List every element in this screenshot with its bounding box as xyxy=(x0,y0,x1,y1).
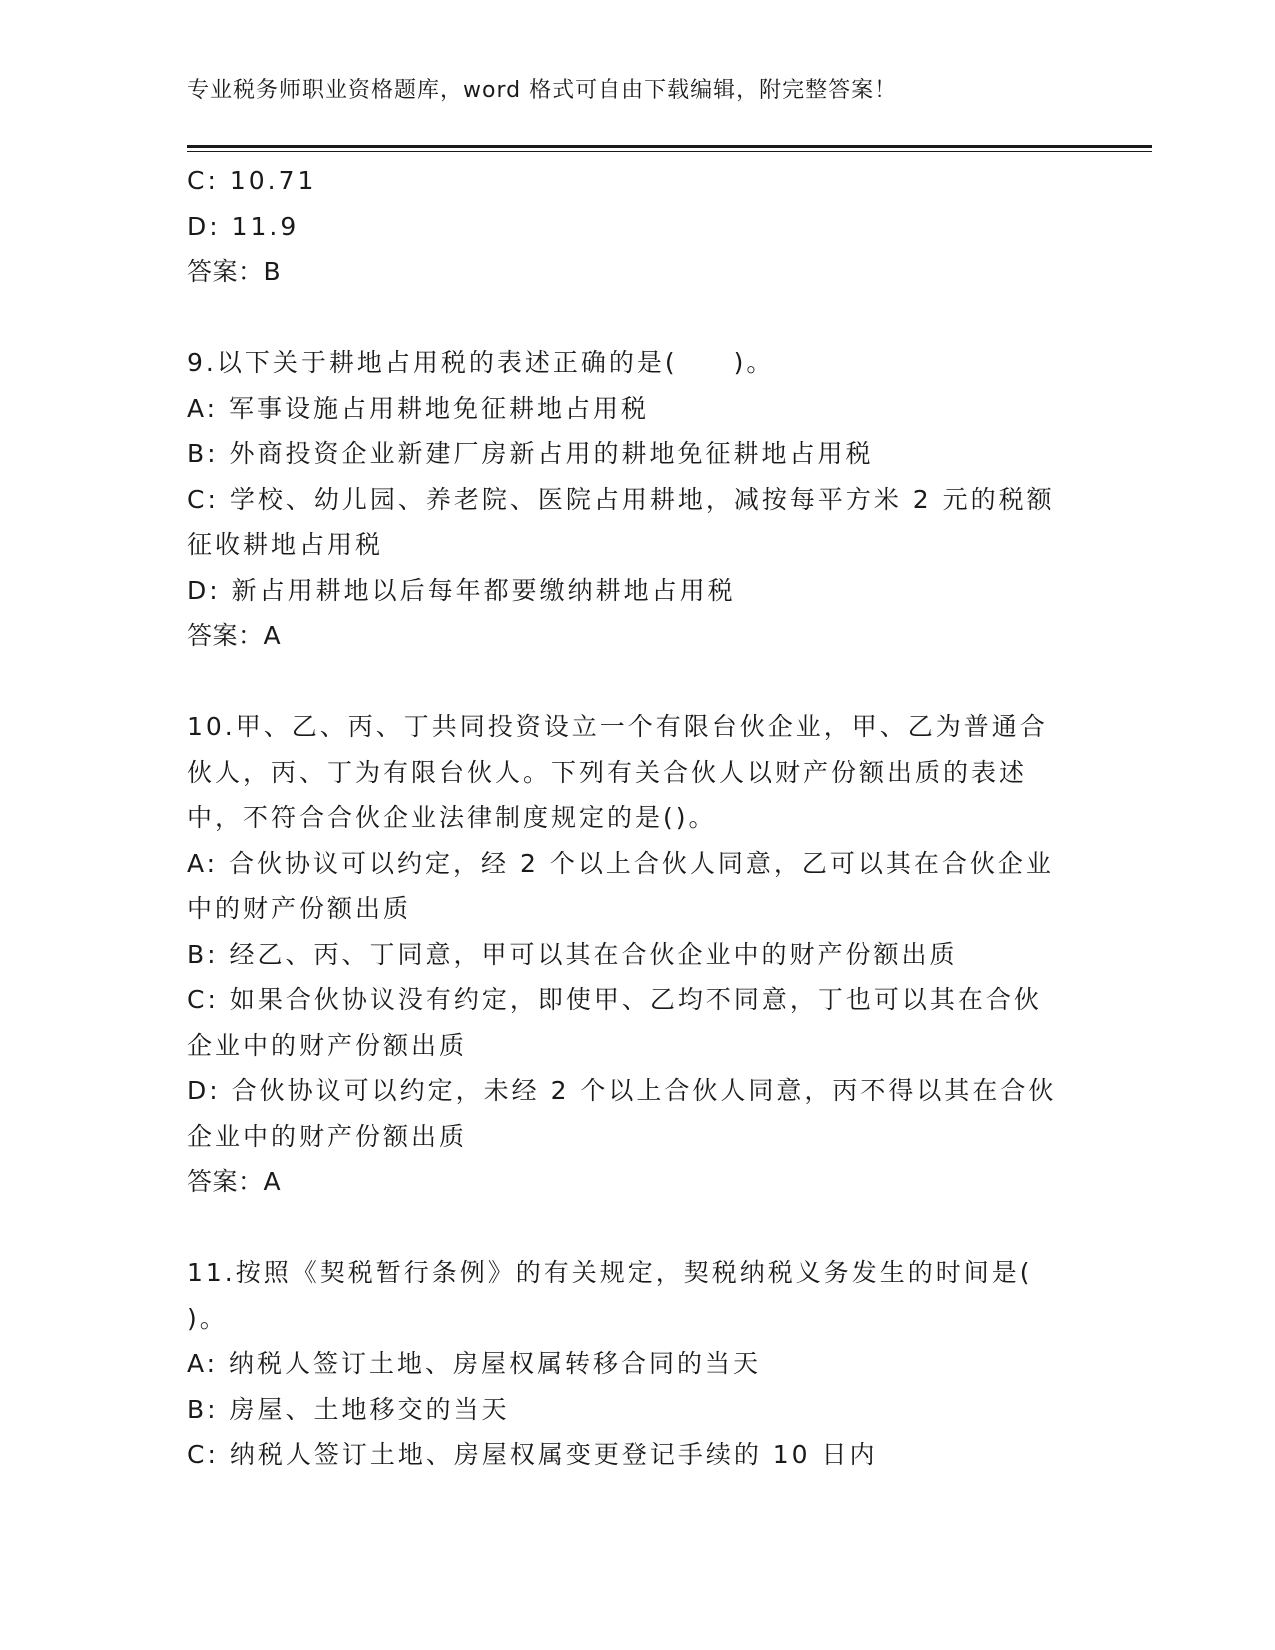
question-9-block xyxy=(187,340,1097,659)
question-10-option-a: A: 合伙协议可以约定，经 2 个以上合伙人同意，乙可以其在合伙企业 xyxy=(187,848,1054,878)
question-10-option-d: D: 合伙协议可以约定，未经 2 个以上合伙人同意，丙不得以其在合伙 xyxy=(187,1076,1057,1105)
question-11-stem-line-2: )。 xyxy=(187,1303,228,1333)
question-10-option-a-cont: 中的财产份额出质 xyxy=(187,894,412,923)
question-9-option-d: D: 新占用耕地以后每年都要缴纳耕地占用税 xyxy=(187,575,736,605)
question-10-option-b: B: 经乙、丙、丁同意，甲可以其在合伙企业中的财产份额出质 xyxy=(187,939,958,969)
question-11-block xyxy=(187,1250,1097,1478)
question-9-answer: 答案：A xyxy=(187,621,282,650)
question-10-stem-line-3: 中，不符合合伙企业法律制度规定的是()。 xyxy=(187,803,717,832)
page-header: 专业税务师职业资格题库，word 格式可自由下载编辑，附完整答案！ xyxy=(187,78,898,103)
question-9-option-c-cont: 征收耕地占用税 xyxy=(187,530,384,559)
answer-label: 答案：B xyxy=(187,257,282,286)
spacer xyxy=(187,295,1097,341)
question-10-stem-line-1: 10.甲、乙、丙、丁共同投资设立一个有限台伙企业，甲、乙为普通合 xyxy=(187,712,1048,741)
option-c: C: 10.71 xyxy=(187,166,317,195)
question-10-stem-line-2: 伙人，丙、丁为有限台伙人。下列有关合伙人以财产份额出质的表述 xyxy=(187,757,1028,787)
question-10-block xyxy=(187,704,1097,1205)
spacer xyxy=(187,659,1097,705)
question-9-option-c: C: 学校、幼儿园、养老院、医院占用耕地，减按每平方米 2 元的税额 xyxy=(187,484,1055,514)
question-9-stem: 9.以下关于耕地占用税的表述正确的是( )。 xyxy=(187,348,775,377)
question-10-answer: 答案：A xyxy=(187,1167,282,1196)
header-divider-thin xyxy=(187,151,1152,152)
option-d: D: 11.9 xyxy=(187,211,300,241)
question-10-option-c: C: 如果合伙协议没有约定，即使甲、乙均不同意，丁也可以其在合伙 xyxy=(187,985,1042,1014)
question-11-option-c: C: 纳税人签订土地、房屋权属变更登记手续的 10 日内 xyxy=(187,1440,878,1469)
question-11-option-a: A: 纳税人签订土地、房屋权属转移合同的当天 xyxy=(187,1349,762,1378)
question-9-option-a: A: 军事设施占用耕地免征耕地占用税 xyxy=(187,393,650,423)
question-10-option-d-cont: 企业中的财产份额出质 xyxy=(187,1121,468,1151)
prev-question-block xyxy=(187,158,1097,295)
question-content xyxy=(187,158,1097,1478)
header-divider-thick xyxy=(187,145,1152,148)
question-11-option-b: B: 房屋、土地移交的当天 xyxy=(187,1394,510,1424)
question-10-option-c-cont: 企业中的财产份额出质 xyxy=(187,1030,468,1060)
question-9-option-b: B: 外商投资企业新建厂房新占用的耕地免征耕地占用税 xyxy=(187,439,874,468)
question-11-stem-line-1: 11.按照《契税暂行条例》的有关规定，契税纳税义务发生的时间是( xyxy=(187,1258,1033,1287)
spacer xyxy=(187,1205,1097,1251)
